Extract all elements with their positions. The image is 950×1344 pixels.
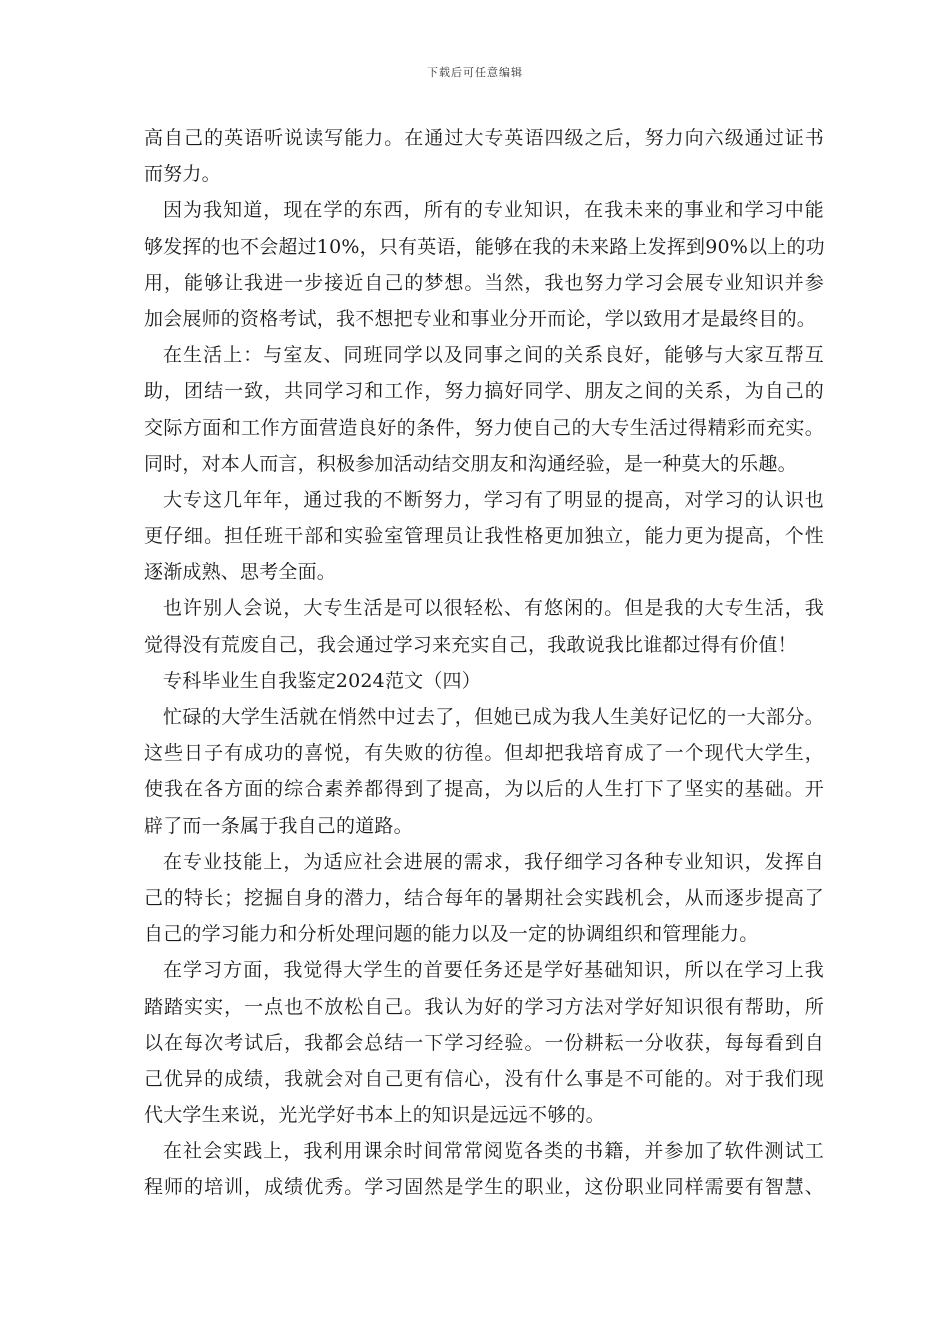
text-line: 高自己的英语听说读写能力。在通过大专英语四级之后，努力向六级通过证书	[144, 127, 824, 149]
text-line: 逐渐成熟、思考全面。	[144, 561, 337, 584]
text-line: 己优异的成绩，我就会对自己更有信心，没有什么事是不可能的。对于我们现	[144, 1067, 824, 1090]
paragraph	[144, 1133, 824, 1205]
text-line: 在社会实践上，我利用课余时间常常阅览各类的书籍，并参加了软件测试工	[163, 1140, 824, 1163]
paragraph	[144, 844, 824, 953]
paragraph	[144, 482, 824, 591]
text-line: 己的特长；挖掘自身的潜力，结合每年的暑期社会实践机会，从而逐步提高了	[144, 886, 824, 909]
paragraph	[144, 337, 824, 482]
text-line: 忙碌的大学生活就在悄然中过去了，但她已成为我人生美好记忆的一大部分。	[163, 706, 824, 728]
text-line: 踏踏实实，一点也不放松自己。我认为好的学习方法对学好知识很有帮助，所	[144, 995, 824, 1018]
text-line: 同时，对本人而言，积极参加活动结交朋友和沟通经验，是一种莫大的乐趣。	[144, 452, 797, 475]
text-line: 代大学生来说，光光学好书本上的知识是远远不够的。	[144, 1104, 605, 1127]
document-body	[144, 120, 824, 1206]
text-line: 在学习方面，我觉得大学生的首要任务还是学好基础知识，所以在学习上我	[163, 959, 824, 982]
text-line: 更仔细。担任班干部和实验室管理员让我性格更加独立，能力更为提高，个性	[144, 525, 824, 548]
text-line: 大专这几年年，通过我的不断努力，学习有了明显的提高，对学习的认识也	[163, 488, 824, 511]
text-line: 用，能够让我进一步接近自己的梦想。当然，我也努力学习会展专业知识并参	[144, 271, 824, 294]
paragraph	[144, 952, 824, 1133]
text-line: 程师的培训，成绩优秀。学习固然是学生的职业，这份职业同样需要有智慧、	[144, 1176, 824, 1199]
text-line: 助，团结一致，共同学习和工作，努力搞好同学、朋友之间的关系，为自己的	[144, 380, 824, 403]
page-header: 下载后可任意编辑	[427, 66, 523, 79]
text-line: 自己的学习能力和分析处理问题的能力以及一定的协调组织和管理能力。	[144, 923, 759, 946]
text-line: 专科毕业生自我鉴定2024范文（四）	[163, 669, 481, 692]
text-line: 在专业技能上，为适应社会进展的需求，我仔细学习各种专业知识，发挥自	[163, 850, 824, 873]
text-line: 加会展师的资格考试，我不想把专业和事业分开而论，学以致用才是最终目的。	[144, 307, 817, 330]
text-line: 够发挥的也不会超过10%，只有英语，能够在我的未来路上发挥到90%以上的功	[144, 235, 825, 258]
text-line: 因为我知道，现在学的东西，所有的专业知识，在我未来的事业和学习中能	[163, 199, 824, 222]
text-line: 也许别人会说，大专生活是可以很轻松、有悠闲的。但是我的大专生活，我	[163, 597, 824, 620]
paragraph	[144, 120, 824, 192]
text-line: 以在每次考试后，我都会总结一下学习经验。一份耕耘一分收获，每每看到自	[144, 1031, 824, 1054]
paragraph	[144, 192, 824, 337]
text-line: 辟了而一条属于我自己的道路。	[144, 814, 413, 837]
text-line: 觉得没有荒废自己，我会通过学习来充实自己，我敢说我比谁都过得有价值！	[144, 633, 797, 656]
text-line: 使我在各方面的综合素养都得到了提高，为以后的人生打下了坚实的基础。开	[144, 778, 824, 801]
paragraph	[144, 590, 824, 662]
text-line: 交际方面和工作方面营造良好的条件，努力使自己的大专生活过得精彩而充实。	[144, 416, 824, 439]
paragraph	[144, 663, 824, 699]
paragraph	[144, 699, 824, 844]
text-line: 而努力。	[144, 163, 221, 186]
text-line: 这些日子有成功的喜悦，有失败的彷徨。但却把我培育成了一个现代大学生，	[144, 742, 824, 765]
text-line: 在生活上：与室友、同班同学以及同事之间的关系良好，能够与大家互帮互	[163, 344, 824, 367]
